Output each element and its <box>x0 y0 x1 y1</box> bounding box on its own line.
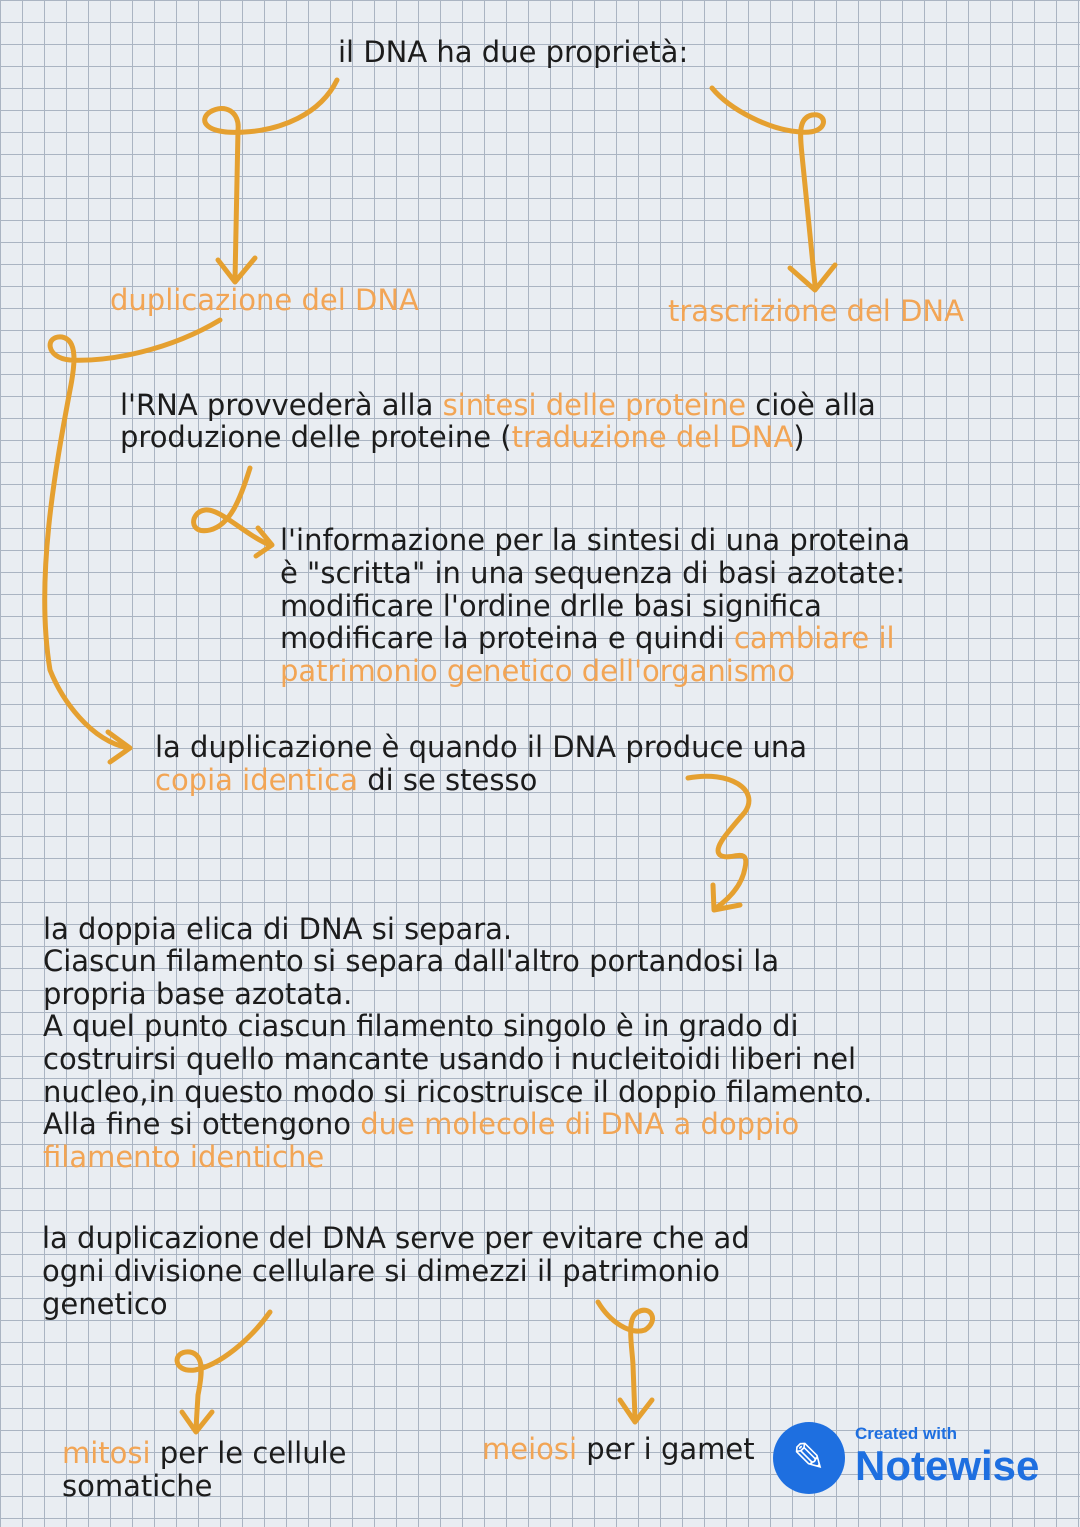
process-line-1: la doppia elica di DNA si separa. <box>43 912 513 946</box>
highlight-traduzione: traduzione del DNA <box>511 420 794 454</box>
info-line-3: modificare l'ordine drlle basi significa <box>280 589 822 623</box>
highlight-due-molecole: due molecole di DNA a doppio <box>360 1107 800 1141</box>
dup-def-line-1: la duplicazione è quando il DNA produce una <box>155 730 808 764</box>
notewise-badge <box>773 1422 1073 1494</box>
brand-caption: Created with <box>855 1424 958 1443</box>
process-line-3: propria base azotata. <box>43 977 353 1011</box>
arrow-to-process <box>688 776 749 908</box>
arrow-to-duplicazione <box>205 80 337 280</box>
arrow-to-trascrizione <box>712 88 823 285</box>
purpose-line-2: ogni divisione cellulare si dimezzi il patrimonio <box>42 1254 720 1288</box>
highlight-sintesi-proteine: sintesi delle proteine <box>442 388 747 422</box>
branch-duplicazione: duplicazione del DNA <box>110 283 419 317</box>
arrow-to-mitosi <box>177 1312 270 1428</box>
dup-def-line-2: copia identica di se stesso <box>155 763 538 797</box>
highlight-meiosi: meiosi <box>482 1432 578 1466</box>
long-arrow-to-duplication-definition <box>45 320 220 748</box>
branch-trascrizione: trascrizione del DNA <box>668 294 964 328</box>
highlight-cambiare: cambiare il <box>733 621 895 655</box>
info-line-1: l'informazione per la sintesi di una proteina <box>280 523 911 557</box>
arrow-to-info <box>194 468 270 545</box>
process-line-4: A quel punto ciascun filamento singolo è in grado di <box>43 1009 799 1043</box>
process-line-5: costruirsi quello mancante usando i nucleitoidi liberi nel <box>43 1042 857 1076</box>
process-line-2: Ciascun filamento si separa dall'altro portandosi la <box>43 944 780 978</box>
page-title: il DNA ha due proprietà: <box>338 35 689 69</box>
process-line-7: Alla fine si ottengono due molecole di DNA a doppio <box>43 1107 800 1141</box>
process-line-8: filamento identiche <box>43 1140 325 1174</box>
mitosi-line-1: mitosi per le cellule <box>62 1436 347 1470</box>
highlight-copia-identica: copia identica <box>155 763 358 797</box>
info-line-4: modificare la proteina e quindi cambiare il <box>280 621 895 655</box>
process-line-6: nucleo,in questo modo si ricostruisce il doppio filamento. <box>43 1075 873 1109</box>
arrow-to-meiosi <box>598 1302 653 1418</box>
highlight-mitosi: mitosi <box>62 1436 151 1470</box>
rna-note-line-2: produzione delle proteine (traduzione del DNA) <box>120 420 805 454</box>
purpose-line-3: genetico <box>42 1287 168 1321</box>
info-line-5: patrimonio genetico dell'organismo <box>280 654 795 688</box>
brand-name: Notewise <box>855 1442 1040 1489</box>
meiosi-line: meiosi per i gamet <box>482 1432 755 1466</box>
pencil-icon: ✎ <box>773 1422 845 1494</box>
mitosi-line-2: somatiche <box>62 1469 213 1503</box>
info-line-2: è "scritta" in una sequenza di basi azotate: <box>280 556 906 590</box>
rna-note-line-1: l'RNA provvederà alla sintesi delle proteine cioè alla <box>120 388 876 422</box>
purpose-line-1: la duplicazione del DNA serve per evitare che ad <box>42 1221 750 1255</box>
